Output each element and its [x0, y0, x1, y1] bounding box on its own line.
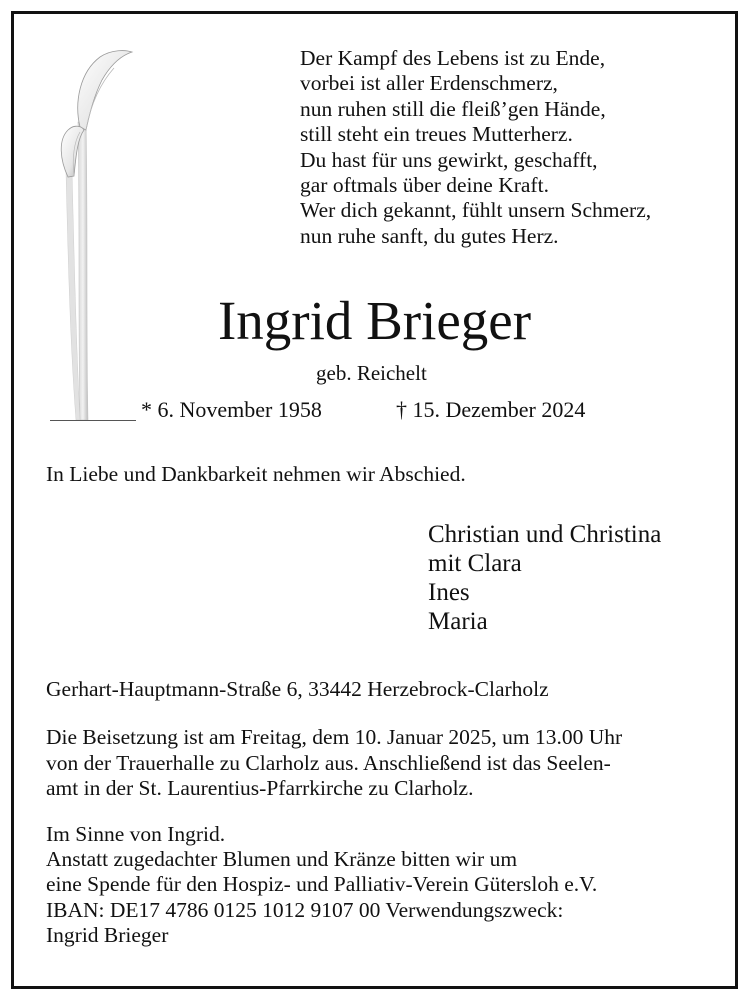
family-member: Christian und Christina	[428, 521, 662, 548]
donation-info	[46, 822, 597, 948]
funeral-info	[46, 725, 622, 802]
poem-line: Der Kampf des Lebens ist zu Ende,	[300, 46, 606, 70]
funeral-line: Die Beisetzung ist am Freitag, dem 10. Januar 2025, um 13.00 Uhr	[46, 725, 623, 749]
family-list	[428, 520, 661, 636]
donation-line: eine Spende für den Hospiz- und Palliativ-Verein Gütersloh e.V.	[46, 872, 598, 897]
poem-line: nun ruhen still die fleiß’gen Hände,	[300, 96, 606, 121]
calla-lily-icon	[40, 42, 150, 427]
farewell-text: In Liebe und Dankbarkeit nehmen wir Abschied.	[46, 462, 466, 486]
family-member: Ines	[428, 579, 470, 606]
funeral-line: amt in der St. Laurentius-Pfarrkirche zu Clarholz.	[46, 776, 474, 800]
poem-line: nun ruhe sanft, du gutes Herz.	[300, 223, 559, 248]
deceased-name: Ingrid Brieger	[217, 290, 532, 351]
donation-line: Ingrid Brieger	[46, 922, 169, 947]
donation-line: Im Sinne von Ingrid.	[46, 822, 226, 846]
birth-name: geb. Reichelt	[316, 361, 427, 385]
poem-line: Wer dich gekannt, fühlt unsern Schmerz,	[300, 198, 652, 223]
poem	[300, 46, 651, 249]
death-date: † 15. Dezember 2024	[396, 397, 586, 422]
poem-line: Du hast für uns gewirkt, geschafft,	[300, 147, 598, 172]
address: Gerhart-Hauptmann-Straße 6, 33442 Herzebrock-Clarholz	[46, 677, 549, 701]
poem-line: gar oftmals über deine Kraft.	[300, 173, 549, 198]
donation-line: IBAN: DE17 4786 0125 1012 9107 00 Verwendungszweck:	[46, 897, 564, 922]
poem-line: vorbei ist aller Erdenschmerz,	[300, 71, 558, 96]
funeral-line: von der Trauerhalle zu Clarholz aus. Anschließend ist das Seelen-	[46, 750, 611, 775]
birth-date: * 6. November 1958	[141, 397, 322, 422]
lily-base-line	[50, 420, 136, 421]
family-member: mit Clara	[428, 550, 522, 577]
poem-line: still steht ein treues Mutterherz.	[300, 122, 573, 147]
family-member: Maria	[428, 608, 488, 635]
donation-line: Anstatt zugedachter Blumen und Kränze bitten wir um	[46, 847, 518, 872]
deceased-name-block	[0, 286, 749, 356]
